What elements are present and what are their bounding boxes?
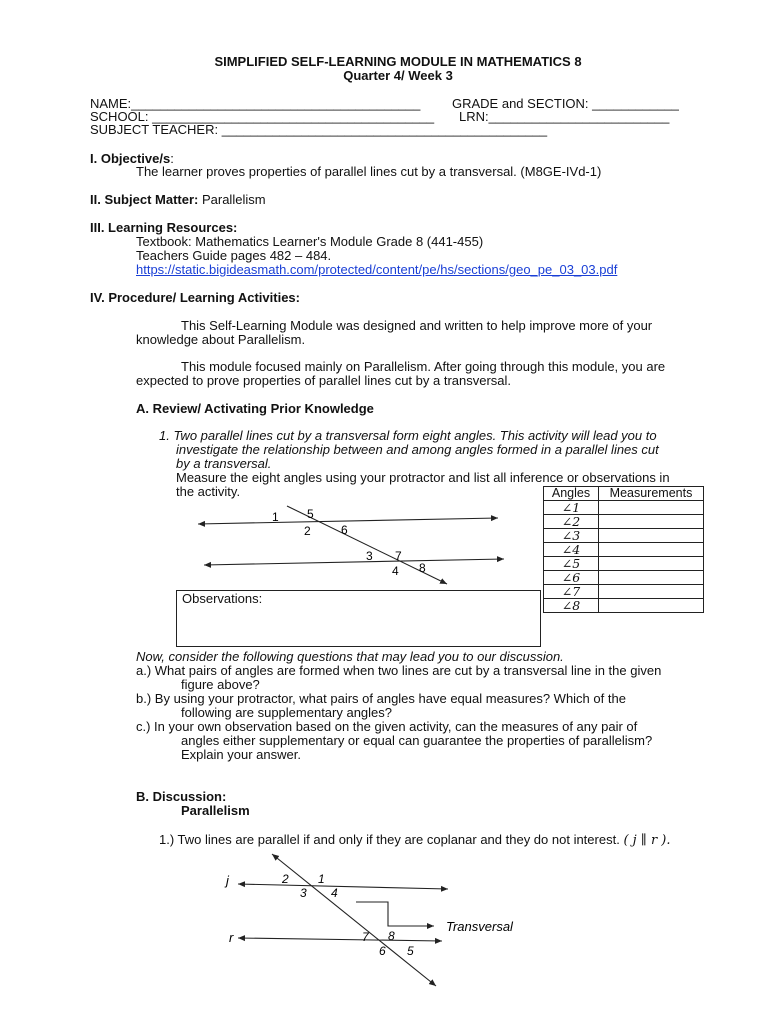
- procedure-para2-line1: This module focused mainly on Parallelism. After going through this module, you are: [181, 359, 666, 374]
- name-field[interactable]: NAME:________________________________________: [90, 96, 421, 111]
- angle-cell: ∠4: [544, 543, 599, 557]
- section-b-subheading: Parallelism: [181, 803, 250, 818]
- transversal-line-2: [272, 854, 436, 986]
- subject-matter: II. Subject Matter: Parallelism: [90, 192, 266, 207]
- angles-table: [543, 486, 704, 613]
- angle-cell: ∠6: [544, 571, 599, 585]
- module-subtitle: Quarter 4/ Week 3: [343, 68, 453, 83]
- table-header-row: [544, 487, 704, 501]
- fig2-angle-6: 6: [379, 944, 386, 958]
- measurement-cell[interactable]: [599, 543, 704, 557]
- subject-teacher-field[interactable]: SUBJECT TEACHER: _____________________________________________: [90, 122, 548, 137]
- procedure-para1-line1: This Self-Learning Module was designed and written to help improve more of your: [181, 318, 653, 333]
- table-row: [544, 543, 704, 557]
- question-c-line2: angles either supplementary or equal can guarantee the properties of parallelism?: [181, 733, 653, 748]
- table-row: [544, 529, 704, 543]
- measurement-cell[interactable]: [599, 599, 704, 613]
- procedure-para1-line2: knowledge about Parallelism.: [136, 332, 306, 347]
- table-row: [544, 599, 704, 613]
- angle-cell: ∠3: [544, 529, 599, 543]
- header-measurements: Measurements: [599, 487, 704, 501]
- fig2-angle-7: 7: [362, 930, 369, 944]
- angle-cell: ∠8: [544, 599, 599, 613]
- observations-box[interactable]: [176, 590, 541, 647]
- fig2-angle-2: 2: [282, 872, 289, 886]
- observations-label: Observations:: [182, 591, 263, 606]
- teachers-guide-reference: Teachers Guide pages 482 – 484.: [136, 248, 332, 263]
- section-a-heading: A. Review/ Activating Prior Knowledge: [136, 401, 374, 416]
- angle-label-5: 5: [307, 507, 314, 521]
- measurement-cell[interactable]: [599, 515, 704, 529]
- line-r: [238, 938, 442, 941]
- transversal-pointer-arrow: [356, 902, 434, 926]
- angle-label-7: 7: [395, 549, 402, 563]
- measure-instruction-line1: Measure the eight angles using your protractor and list all inference or observations in: [176, 470, 670, 485]
- table-row: [544, 585, 704, 599]
- measure-instruction-line2: the activity.: [176, 484, 241, 499]
- angle-label-2: 2: [304, 524, 311, 538]
- module-title: SIMPLIFIED SELF-LEARNING MODULE IN MATHEMATICS 8: [214, 54, 582, 69]
- measurement-cell[interactable]: [599, 571, 704, 585]
- procedure-para2-line2: expected to prove properties of parallel lines cut by a transversal.: [136, 373, 512, 388]
- fig2-angle-1: 1: [318, 872, 325, 886]
- school-field[interactable]: SCHOOL: _______________________________________: [90, 109, 435, 124]
- objective-heading: I. Objective/s:: [90, 151, 174, 166]
- fig2-angle-8: 8: [388, 929, 395, 943]
- line-j: [238, 884, 448, 889]
- question-c-line1: c.) In your own observation based on the given activity, can the measures of any pair of: [136, 719, 638, 734]
- question-c-line3: Explain your answer.: [181, 747, 301, 762]
- angle-cell: ∠2: [544, 515, 599, 529]
- header-angles: Angles: [544, 487, 599, 501]
- measurement-cell[interactable]: [599, 557, 704, 571]
- measurement-cell[interactable]: [599, 529, 704, 543]
- angle-cell: ∠5: [544, 557, 599, 571]
- resources-heading: III. Learning Resources:: [90, 220, 238, 235]
- section-b-heading: B. Discussion:: [136, 789, 227, 804]
- fig2-angle-5: 5: [407, 944, 414, 958]
- table-row: [544, 515, 704, 529]
- resource-link[interactable]: https://static.bigideasmath.com/protected/content/pe/hs/sections/geo_pe_03_03.pdf: [136, 262, 618, 277]
- question-a-line2: figure above?: [181, 677, 260, 692]
- angle-label-3: 3: [366, 549, 373, 563]
- activity-item1-line1: 1. Two parallel lines cut by a transversal form eight angles. This activity will lead you to: [159, 428, 657, 443]
- discussion-item1: 1.) Two lines are parallel if and only if they are coplanar and they do not interest. ( j ∥ r ).: [159, 832, 671, 848]
- line-j-label: j: [226, 873, 229, 888]
- angle-label-8: 8: [419, 561, 426, 575]
- table-row: [544, 571, 704, 585]
- angle-label-6: 6: [341, 523, 348, 537]
- measurement-cell[interactable]: [599, 501, 704, 515]
- grade-section-field[interactable]: GRADE and SECTION: ____________: [452, 96, 679, 111]
- parallel-lines-figure: [190, 500, 520, 590]
- transversal-figure: [220, 852, 540, 992]
- angle-cell: ∠1: [544, 501, 599, 515]
- procedure-heading: IV. Procedure/ Learning Activities:: [90, 290, 300, 305]
- fig2-angle-3: 3: [300, 886, 307, 900]
- line-r-label: r: [229, 930, 234, 945]
- question-b-line2: following are supplementary angles?: [181, 705, 393, 720]
- textbook-reference: Textbook: Mathematics Learner's Module Grade 8 (441-455): [136, 234, 484, 249]
- question-b-line1: b.) By using your protractor, what pairs of angles have equal measures? Which of the: [136, 691, 626, 706]
- fig2-angle-4: 4: [331, 886, 338, 900]
- now-consider-text: Now, consider the following questions that may lead you to our discussion.: [136, 649, 564, 664]
- parallel-line-bottom: [204, 559, 504, 565]
- angle-label-4: 4: [392, 564, 399, 578]
- transversal-label: Transversal: [446, 919, 513, 934]
- measurement-cell[interactable]: [599, 585, 704, 599]
- activity-item1-line2: investigate the relationship between and among angles formed in a parallel lines cut: [176, 442, 659, 457]
- parallel-line-top: [198, 518, 498, 524]
- objective-text: The learner proves properties of parallel lines cut by a transversal. (M8GE-IVd-1): [136, 164, 602, 179]
- angle-label-1: 1: [272, 510, 279, 524]
- question-a-line1: a.) What pairs of angles are formed when two lines are cut by a transversal line in the given: [136, 663, 662, 678]
- activity-item1-line3: by a transversal.: [176, 456, 272, 471]
- lrn-field[interactable]: LRN:_________________________: [459, 109, 670, 124]
- table-row: [544, 557, 704, 571]
- table-row: [544, 501, 704, 515]
- angle-cell: ∠7: [544, 585, 599, 599]
